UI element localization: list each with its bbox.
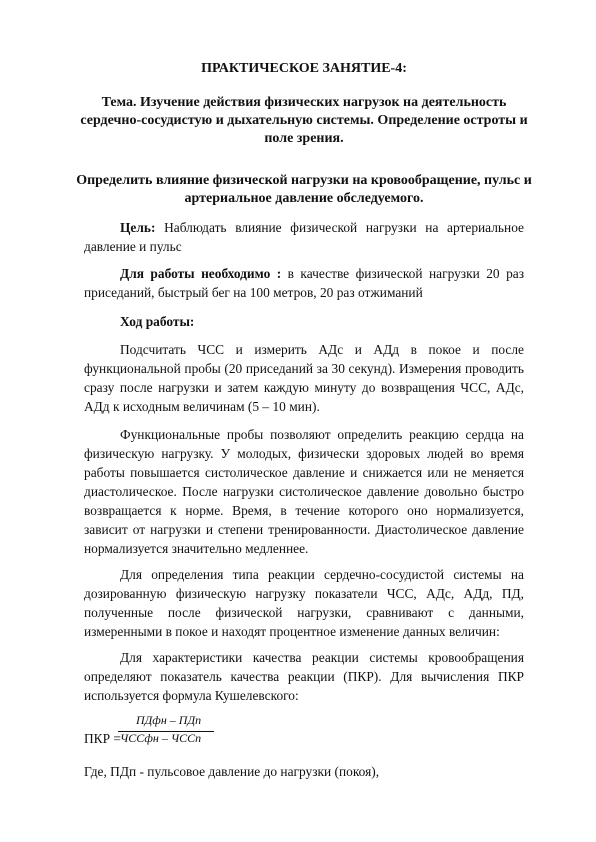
formula-denominator: ЧССфн – ЧССп [120,731,202,745]
procedure-label: Ход работы: [120,314,195,329]
procedure-paragraph-2 [84,425,524,558]
needed-paragraph [84,264,524,302]
page-title: ПРАКТИЧЕСКОЕ ЗАНЯТИЕ-4: [201,61,407,76]
goal-text: Наблюдать влияние физической нагрузки на артериальное давление и пульс [84,220,524,254]
procedure-text-4: Для характеристики качества реакции системы кровообращения определяют показатель качества реакции (ПКР). Для вычисления ПКР используется формула Кушелевского: [84,650,524,703]
procedure-text-3: Для определения типа реакции сердечно-сосудистой системы на дозированную физическую нагрузку показатели ЧСС, АДс, АДд, ПД, полученные после физической нагрузки, сравнивают с данными, измеренными в покое и находят процентное изменение данных величин: [84,567,524,639]
footer-text: Где, ПДп - пульсовое давление до нагрузки (покоя), [84,764,380,779]
procedure-label-row [84,312,524,331]
topic-line-3: поле зрения. [264,131,344,146]
topic-heading [70,94,538,148]
procedure-paragraph-1 [84,340,524,416]
goal-paragraph [84,218,524,256]
task-line-2: артериальное давление обследуемого. [184,191,424,206]
procedure-paragraph-4 [84,648,524,705]
formula-numerator: ПДфн – ПДп [136,713,202,727]
kushelevsky-formula [84,709,384,749]
task-heading [70,172,538,208]
procedure-text-1: Подсчитать ЧСС и измерить АДс и АДд в покое и после функциональной пробы (20 приседаний за 30 секунд). Измерения проводить сразу после нагрузки и затем каждую минуту до возвращения ЧСС, АДс, АДд к исходным величинам (5 – 10 мин). [84,342,524,414]
goal-label: Цель: [120,220,156,235]
needed-text: в качестве физической нагрузки 20 раз приседаний, быстрый бег на 100 метров, 20 раз отжиманий [84,266,524,300]
procedure-paragraph-3 [84,565,524,641]
procedure-text-2: Функциональные пробы позволяют определить реакцию сердца на физическую нагрузку. У молодых, физически здоровых людей во время работы повышается систолическое давление и снижается или не меняется диастолическое. После нагрузки систолическое давление довольно быстро возвращается к норме. Время, в течение которого оно нормализуется, зависит от нагрузки и степени тренированности. Диастолическое давление нормализуется значительно медленнее. [84,427,524,556]
footer-paragraph [84,762,524,781]
task-line-1: Определить влияние физической нагрузки на кровообращение, пульс и [76,173,532,188]
topic-line-1: Тема. Изучение действия физических нагрузок на деятельность [101,95,507,110]
formula-lhs: ПКР = [84,731,121,746]
topic-line-2: сердечно-сосудистую и дыхательную системы. Определение остроты и [80,113,528,128]
needed-label: Для работы необходимо : [120,266,282,281]
